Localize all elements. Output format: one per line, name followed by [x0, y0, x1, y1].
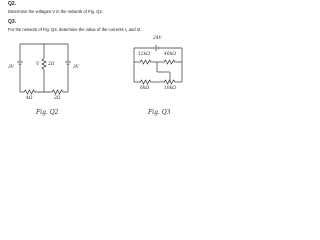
fig-q3-bottom-right-label: 10kΩ: [164, 86, 176, 91]
fig-q2-bottom-left-label: 4Ω: [26, 96, 33, 101]
fig-q2-source-right-label: 3V: [73, 65, 79, 70]
fig-q3-top-right-label: 40kΩ: [164, 52, 176, 57]
q2-heading: Q2.: [8, 1, 17, 7]
fig-q3-top-left-label: 12kΩ: [138, 52, 150, 57]
fig-q2-caption: Fig. Q2: [36, 109, 59, 116]
fig-q3-source-label: 24V: [153, 36, 162, 41]
fig-q2-bottom-right-label: 2Ω: [54, 96, 61, 101]
q3-heading: Q3.: [8, 19, 17, 25]
circuit-q3: [0, 0, 200, 121]
fig-q3-bottom-left-label: 6kΩ: [140, 86, 150, 91]
fig-q2-source-left-label: 3V: [8, 65, 14, 70]
fig-q3-caption: Fig. Q3: [148, 109, 171, 116]
fig-q2-center-resistor-label: 2Ω: [48, 62, 55, 67]
q3-text: For the network of Fig. Q3, determine the value of the currents I₁ and I2.: [8, 27, 142, 32]
q2-text: Determine the voltages V in the network of Fig. Q2.: [8, 9, 103, 14]
fig-q2-voltage-label: V: [36, 62, 40, 67]
